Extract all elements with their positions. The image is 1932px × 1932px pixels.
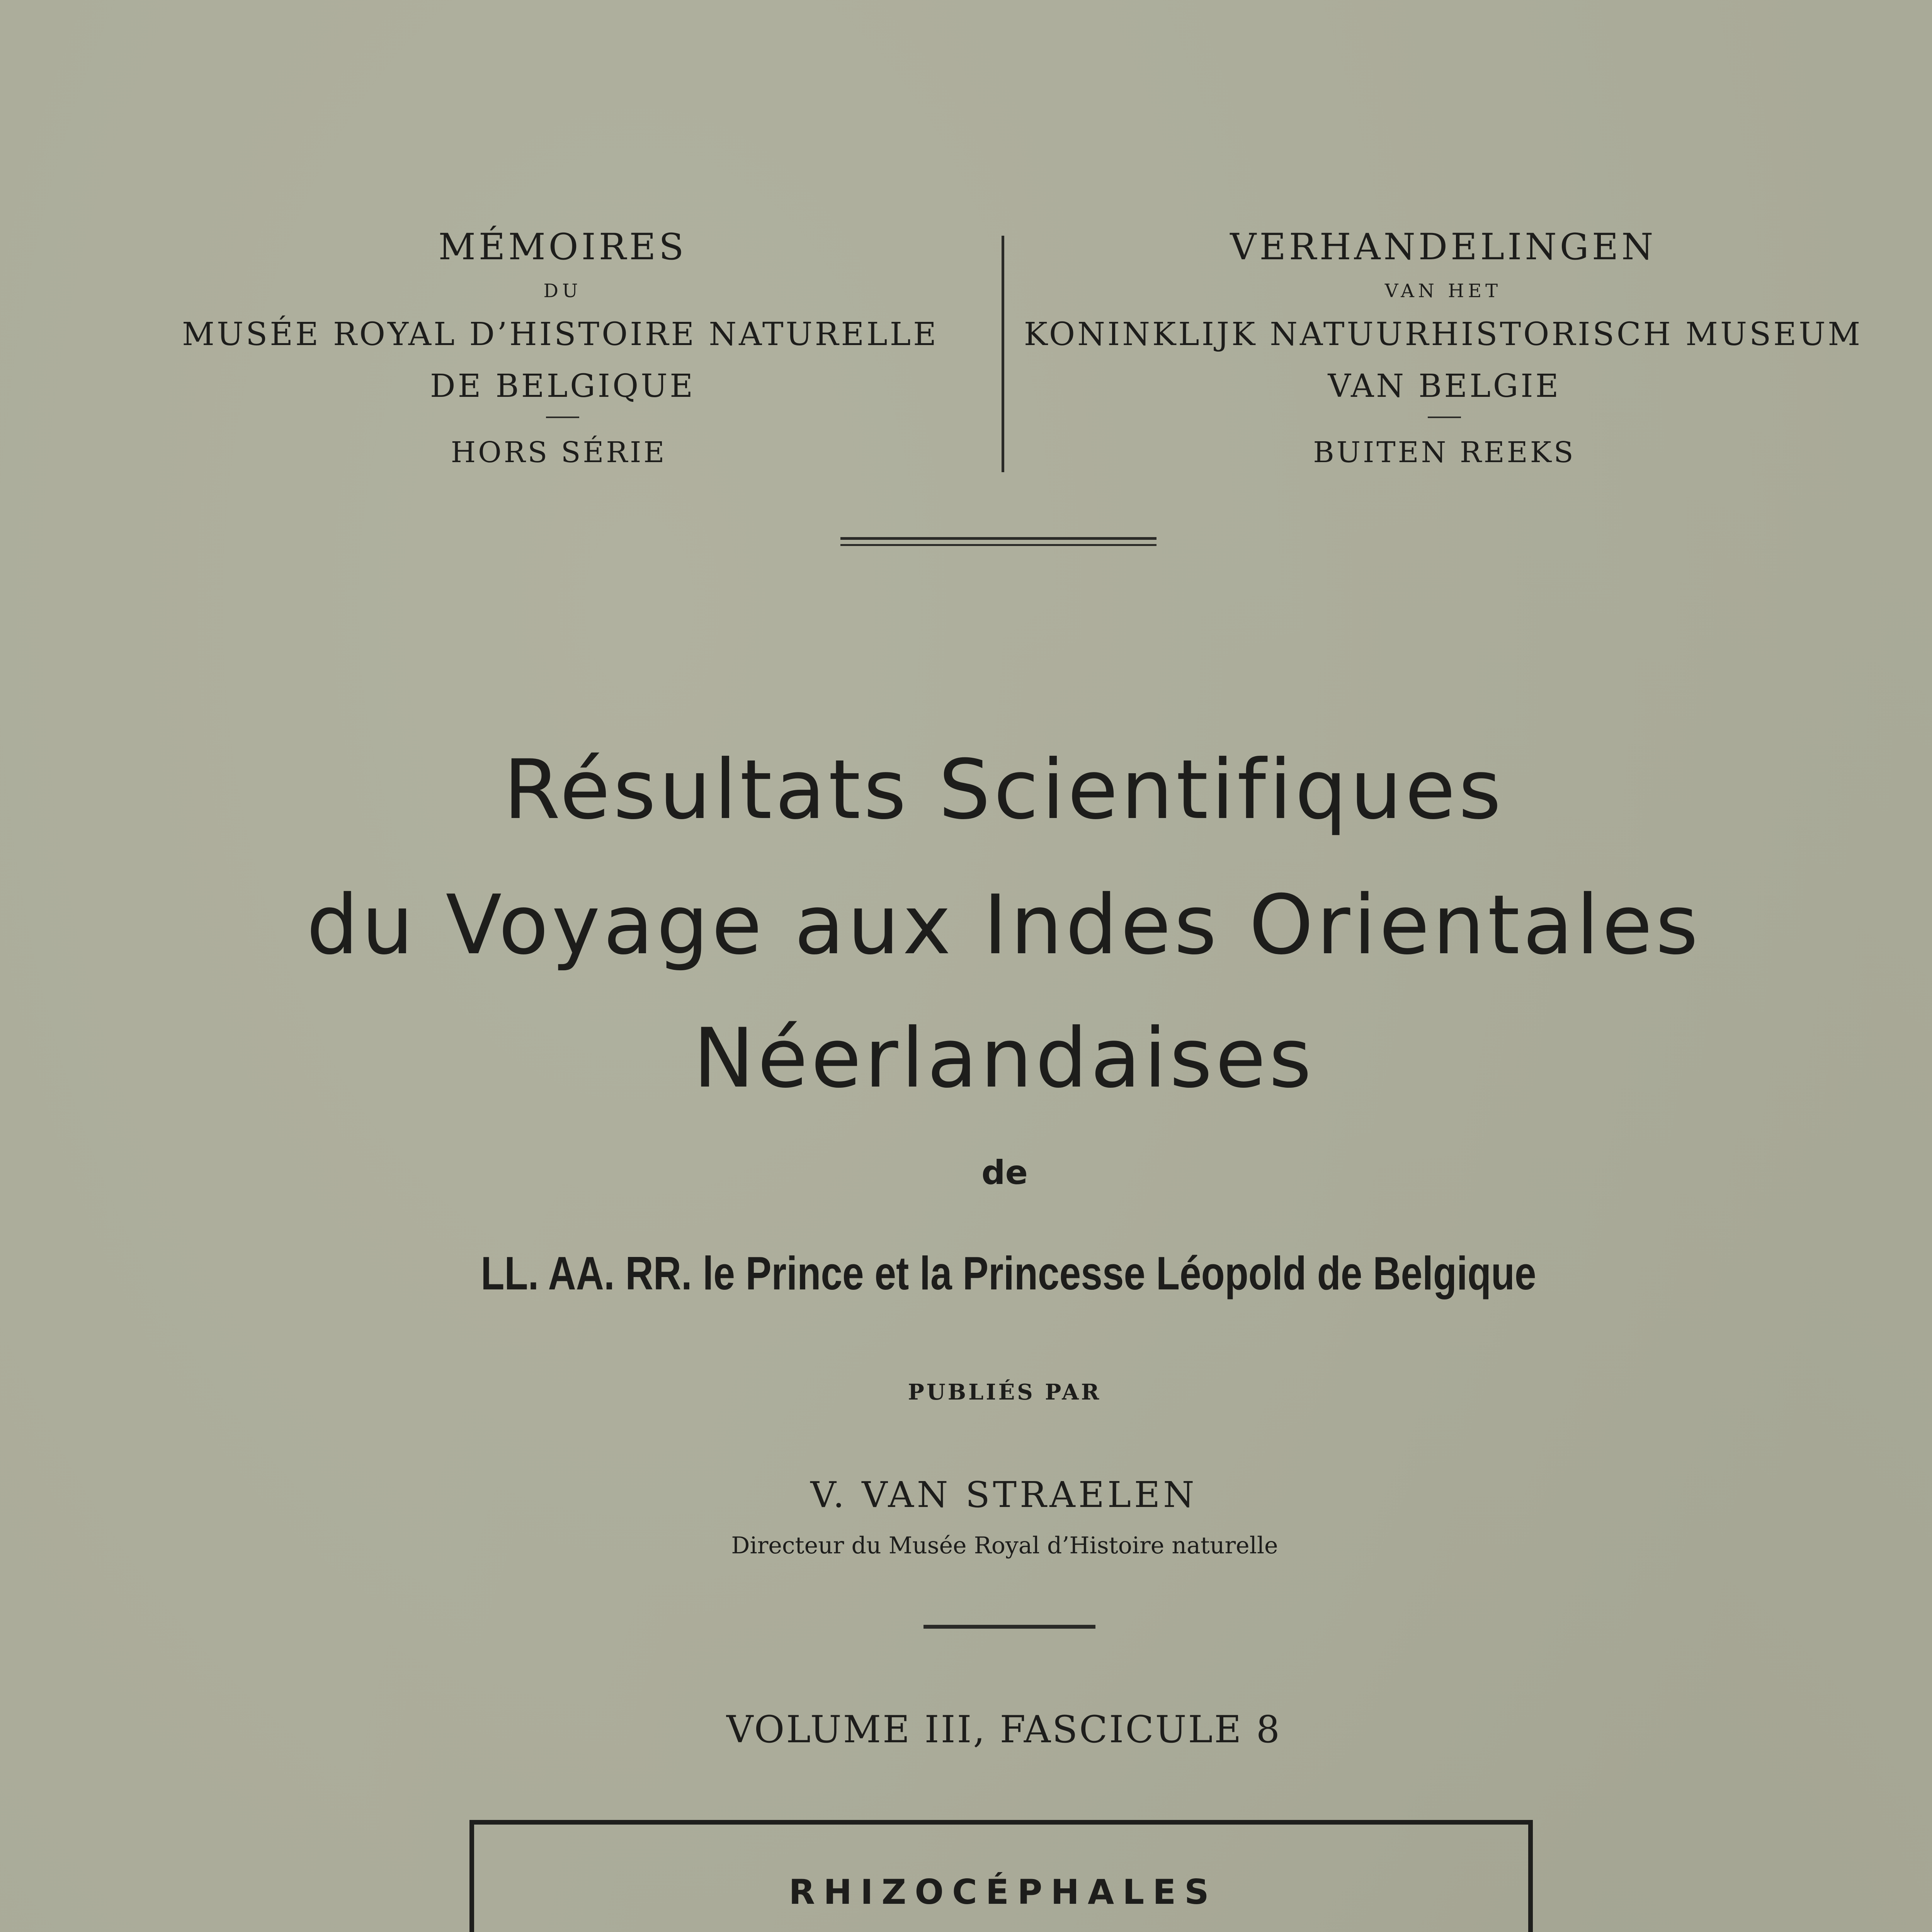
editor-name: V. VAN STRAELEN bbox=[810, 1474, 1197, 1515]
dedication: LL. AA. RR. le Prince et la Princesse Léopold de Belgique bbox=[481, 1247, 1536, 1299]
series-memoires: MÉMOIRES bbox=[438, 226, 687, 268]
header-left-dash bbox=[546, 417, 579, 418]
editor-role: Directeur du Musée Royal d’Histoire naturelle bbox=[731, 1532, 1278, 1559]
series-van-het: VAN HET bbox=[1384, 280, 1502, 302]
country-nl: VAN BELGIE bbox=[1328, 368, 1561, 405]
buiten-reeks: BUITEN REEKS bbox=[1313, 436, 1576, 469]
series-verhandelingen: VERHANDELINGEN bbox=[1230, 226, 1656, 268]
volume-fascicule: VOLUME III, FASCICULE 8 bbox=[726, 1708, 1281, 1751]
main-title-line1: Résultats Scientifiques bbox=[503, 742, 1505, 837]
double-rule-top bbox=[840, 537, 1156, 540]
header-divider bbox=[1002, 236, 1004, 472]
double-rule-bottom bbox=[840, 544, 1156, 546]
title-de: de bbox=[981, 1153, 1028, 1192]
header-right-dash bbox=[1428, 417, 1461, 418]
series-du: DU bbox=[543, 280, 582, 302]
museum-name-fr: MUSÉE ROYAL D’HISTOIRE NATURELLE bbox=[182, 316, 939, 353]
separator-rule bbox=[923, 1625, 1095, 1629]
main-title-line2: du Voyage aux Indes Orientales bbox=[306, 877, 1701, 973]
main-title-line3: Néerlandaises bbox=[693, 1010, 1315, 1106]
publies-par: PUBLIÉS PAR bbox=[908, 1379, 1102, 1405]
hors-serie: HORS SÉRIE bbox=[451, 436, 667, 469]
museum-name-nl: KONINKLIJK NATUURHISTORISCH MUSEUM bbox=[1024, 316, 1863, 353]
article-title: RHIZOCÉPHALES bbox=[789, 1872, 1218, 1912]
country-fr: DE BELGIQUE bbox=[430, 368, 696, 405]
